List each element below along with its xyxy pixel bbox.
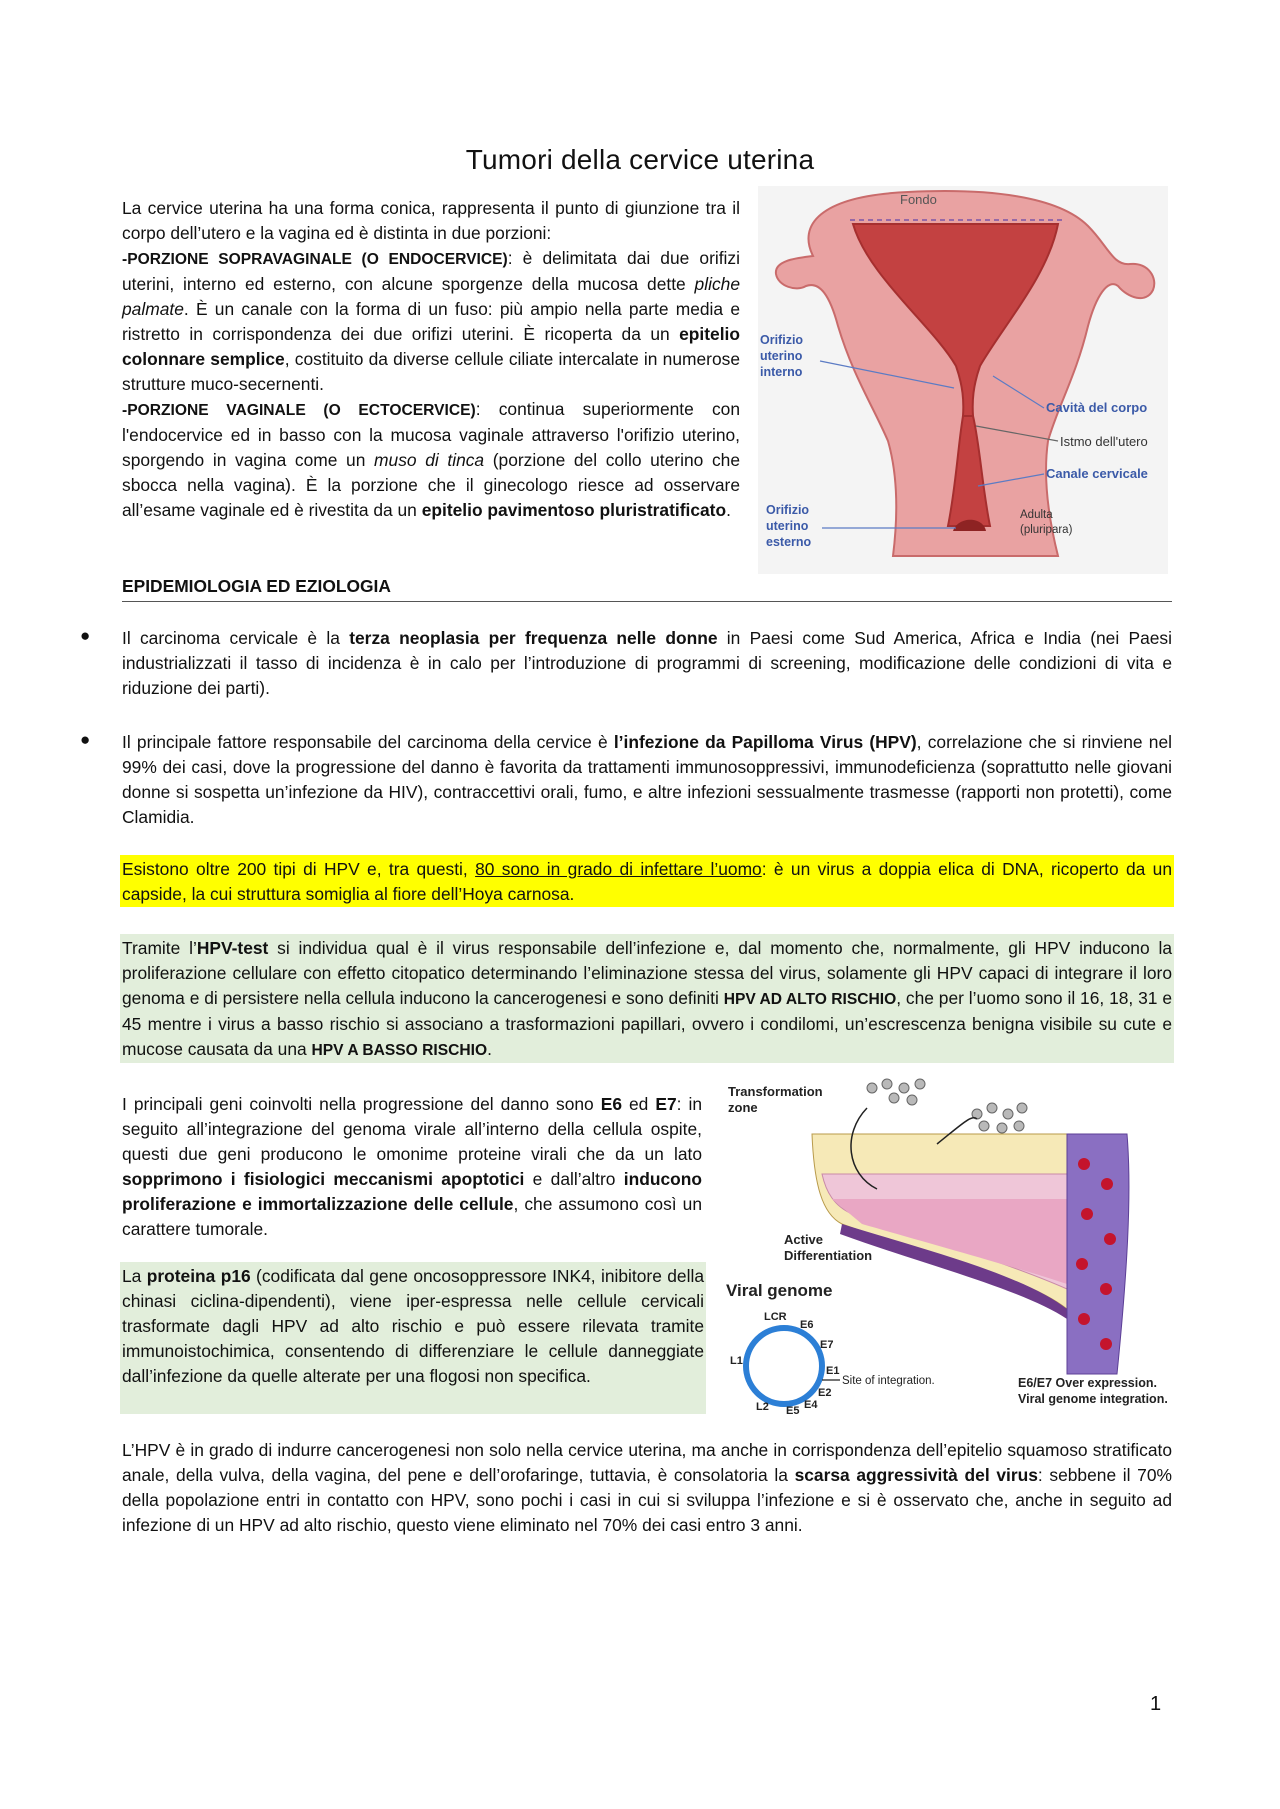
bullet-hpv-factor: Il principale fattore responsabile del carcinoma della cervice è l’infezione da Papilloma Virus (HPV), correlazione che si rinviene nel 99% dei casi, dove la progressione del danno è favorita da trattamenti immunosoppressivi, immunodeficienza (soprattutto nelle giovani donne si sospetta un’infezione da HIV), contraccettivi orali, fumo, e altre infezioni sessualmente trasmesse (rapporti non protetti), come Clamidia. [122, 732, 1172, 827]
canale-label: Canale cervicale [1046, 466, 1148, 481]
final-paragraph: L’HPV è in grado di indurre cancerogenesi non solo nella cervice uterina, ma anche in corrispondenza dell’epitelio squamoso stratificato anale, della vulva, della vagina, del pene e dell’orofaringe, tuttavia, è consolatoria la scarsa aggressività del virus: sebbene il 70% della popolazione entri in contatto con HPV, sono pochi i casi in cui si sviluppa l’infezione e si è osservato che, anche in seguito ad infezione di un HPV ad alto rischio, questo viene eliminato nel 70% dei casi entro 3 anni. [122, 1440, 1172, 1535]
over-expression-label-1: E6/E7 Over expression. [1018, 1376, 1157, 1390]
ectocervice-heading: -PORZIONE VAGINALE (O ECTOCERVICE) [122, 402, 476, 419]
orifizio-interno-label-2: uterino [760, 349, 803, 363]
page-title: Tumori della cervice uterina [465, 144, 815, 175]
fondo-label: Fondo [900, 192, 937, 207]
adulta-label-2: (pluripara) [1020, 524, 1073, 536]
orifizio-interno-label-1: Orifizio [760, 333, 804, 347]
page-number: 1 [1150, 1693, 1162, 1715]
section-divider [122, 601, 1172, 602]
bullet-marker-icon: ● [80, 626, 91, 645]
viral-genome-label: Viral genome [726, 1281, 833, 1300]
gene-e1: E1 [826, 1365, 840, 1377]
gene-e2: E2 [818, 1387, 832, 1399]
bullet-epidemiology: Il carcinoma cervicale è la terza neoplasia per frequenza nelle donne in Paesi come Sud America, Africa e India (nei Paesi industrializzati il tasso di incidenza è in calo per l’introduzione di programmi di screening, modificazione delle condizioni di vita e riduzione dei parti). [122, 628, 1172, 698]
gene-l1: L1 [730, 1355, 743, 1367]
transformation-label-2: zone [728, 1100, 758, 1115]
adulta-label-1: Adulta [1020, 509, 1053, 521]
site-integration-label: Site of integration. [842, 1375, 935, 1387]
orifizio-esterno-label-3: esterno [766, 535, 812, 549]
over-expression-label-2: Viral genome integration. [1018, 1392, 1168, 1406]
gene-e4: E4 [804, 1399, 818, 1411]
uterus-diagram [758, 186, 1168, 574]
intro-paragraph: La cervice uterina ha una forma conica, rappresenta il punto di giunzione tra il corpo dell’utero e la vagina ed è distinta in due porzioni: -PORZIONE SOPRAVAGINALE (O ENDOCERVICE): è delimitata dai due orifizi uterini, interno ed esterno, con alcune sporgenze della mucosa dette pliche palmate. È un canale con la forma di un fuso: più ampio nella parte media e ristretto in corrispondenza dei due orifizi uterini. È ricoperta da un epitelio colonnare semplice, costituito da diverse cellule ciliate intercalate in numerose strutture muco-secernenti. -PORZIONE VAGINALE (O ECTOCERVICE): continua superiormente con l'endocervice ed in basso con la mucosa vaginale attraverso l'orifizio uterino, sporgendo in vagina come un muso di tinca (porzione del collo uterino che sbocca nella vagina). È la porzione che il ginecologo riesce ad osservare all’esame vaginale ed è rivestita da un epitelio pavimentoso pluristratificato. [122, 198, 741, 520]
gene-e6: E6 [800, 1319, 814, 1331]
gene-e7: E7 [820, 1339, 834, 1351]
gene-l2: L2 [756, 1401, 769, 1413]
gene-lcr: LCR [764, 1311, 787, 1323]
orifizio-interno-label-3: interno [760, 365, 803, 379]
hpv-epithelium-diagram [722, 1074, 1182, 1419]
transformation-label-1: Transformation [728, 1084, 823, 1099]
orifizio-esterno-label-2: uterino [766, 519, 809, 533]
hpv-types-text: Esistono oltre 200 tipi di HPV e, tra questi, 80 sono in grado di infettare l’uomo: è un virus a doppia elica di DNA, ricoperto da un capside, la cui struttura somiglia al fiore dell’Hoya carnosa. [122, 859, 1173, 904]
intro-text [122, 196, 740, 523]
active-label-1: Active [784, 1232, 824, 1247]
active-label-2: Differentiation [784, 1248, 873, 1263]
endocervice-heading: -PORZIONE SOPRAVAGINALE (O ENDOCERVICE) [122, 251, 508, 268]
section-heading: EPIDEMIOLOGIA ED EZIOLOGIA [122, 576, 391, 596]
e6-e7-text: I principali geni coinvolti nella progressione del danno sono E6 ed E7: in seguito all’integrazione del genoma virale all’interno della cellula ospite, questi due geni producono le omonime proteine virali che da un lato sopprimono i fisiologici meccanismi apoptotici e dall’altro inducono proliferazione e immortalizzazione delle cellule, che assumono così un carattere tumorale. [122, 1094, 702, 1239]
hpv-test-text: Tramite l’HPV-test si individua qual è il virus responsabile dell’infezione e, dal momento che, normalmente, gli HPV inducono la proliferazione cellulare con effetto citopatico determinando l’eliminazione stessa del virus, solamente gli HPV capaci di integrare il loro genoma e di persistere nella cellula inducono la cancerogenesi e sono definiti HPV AD ALTO RISCHIO, che per l’uomo sono il 16, 18, 31 e 45 mentre i virus a basso rischio si associano a trasformazioni papillari, ovvero i condilomi, un’escrescenza benigna visibile su cute e mucose causata da una HPV A BASSO RISCHIO. [122, 938, 1173, 1059]
p16-text: La proteina p16 (codificata dal gene oncosoppressore INK4, inibitore della chinasi ciclina-dipendenti), viene iper-espressa nelle cellule cervicali trasformate dagli HPV ad alto rischio e può essere rilevata tramite immunoistochimica, consentendo di differenziare le cellule danneggiate dall’infezione da quelle alterate per una flogosi non specifica. [122, 1266, 704, 1386]
orifizio-esterno-label-1: Orifizio [766, 503, 810, 517]
cavita-label: Cavità del corpo [1046, 400, 1148, 415]
gene-e5: E5 [786, 1405, 800, 1417]
istmo-label: Istmo dell'utero [1060, 434, 1148, 449]
bullet-marker-icon: ● [80, 730, 91, 749]
